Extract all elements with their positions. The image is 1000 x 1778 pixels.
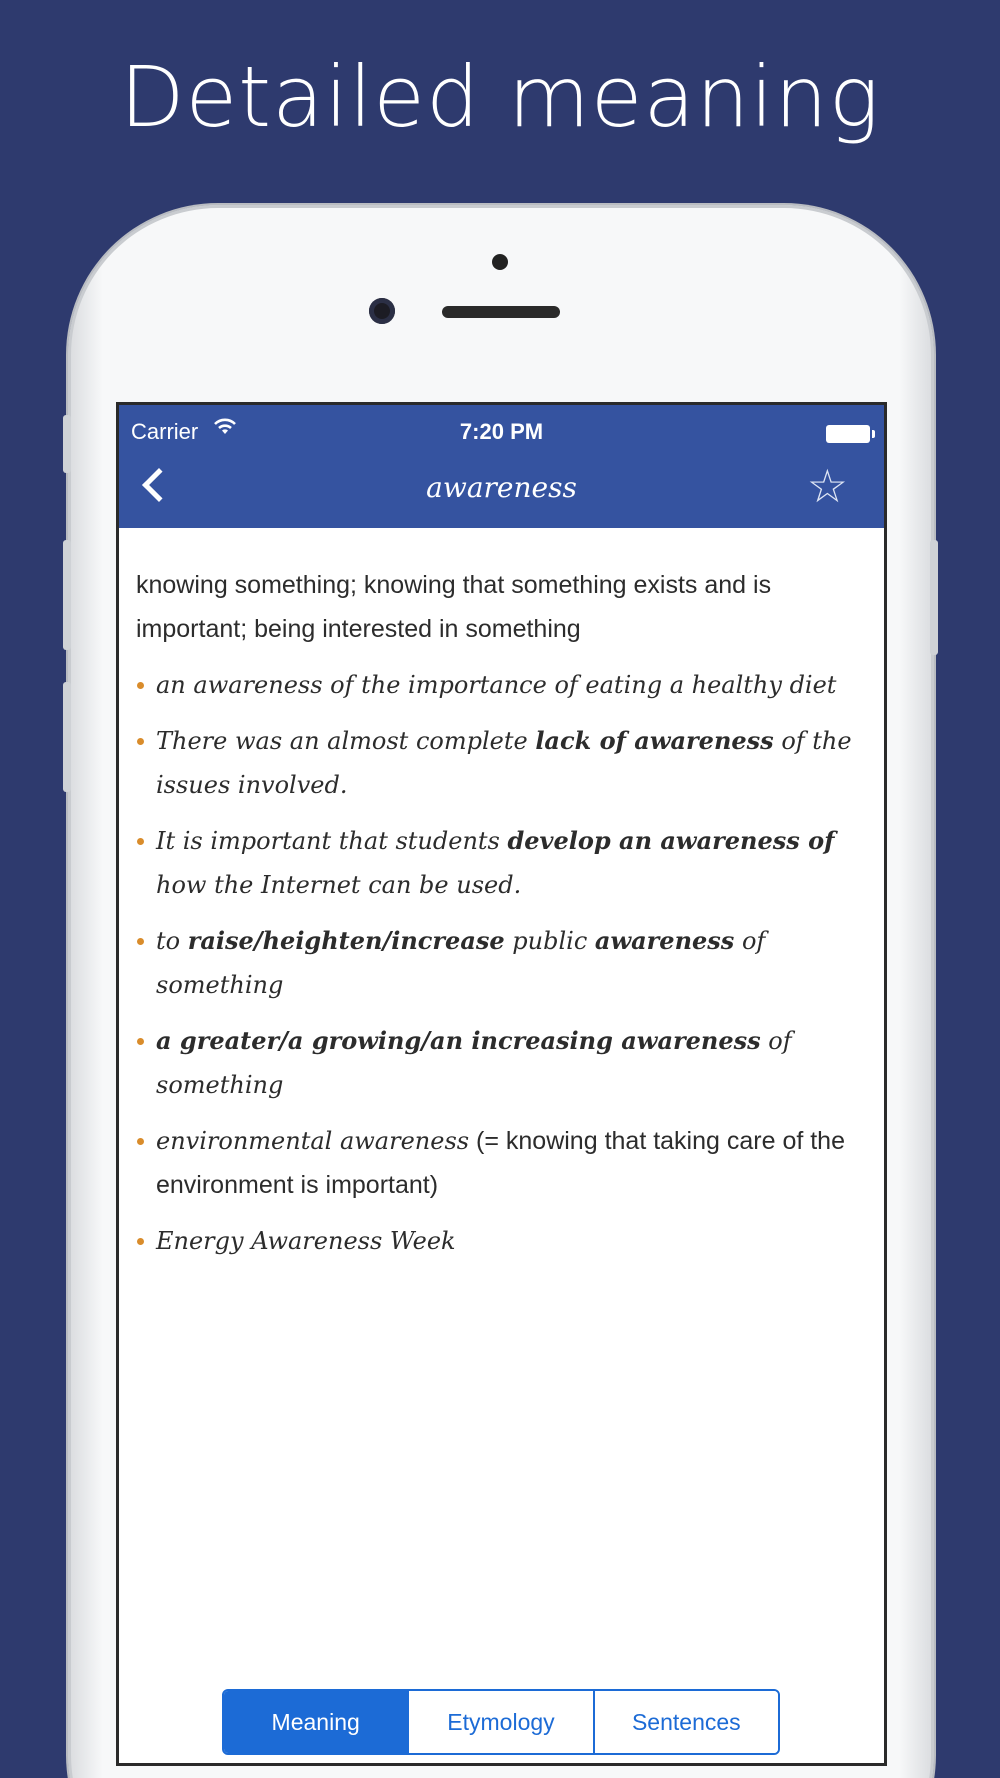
phone-volume-up [63,540,71,650]
navigation-bar [119,405,884,528]
phone-volume-down [63,682,71,792]
tab-etymology[interactable]: Etymology [407,1691,592,1753]
example-text: environmental awareness [156,1127,470,1155]
example-text: of something [156,1027,792,1099]
example-text: There was an almost complete [156,727,536,755]
example-text: (= knowing that taking care of the environment is important) [156,1127,845,1199]
example-text: develop an awareness of [507,826,835,855]
phone-side-button [63,415,71,473]
example-text: It is important that students [156,827,508,855]
carrier-label: Carrier [131,419,199,444]
example-text: of something [156,927,766,999]
phone-power-button [930,540,938,655]
example-list [136,663,866,1263]
example-item [136,663,866,707]
example-text: to [156,927,188,955]
headline: Detailed meaning [119,48,881,146]
example-text: awareness [594,926,735,955]
example-item [136,919,866,1007]
meaning-content [136,563,866,1275]
example-item [136,1019,866,1107]
example-text: public [504,927,595,955]
tab-sentences[interactable]: Sentences [593,1691,778,1753]
section-tabs [222,1689,780,1755]
example-text: Energy Awareness Week [156,1227,456,1255]
tab-meaning[interactable]: Meaning [224,1691,407,1753]
example-item [136,719,866,807]
example-item [136,1119,866,1207]
earpiece-speaker [442,306,560,318]
star-outline-icon[interactable]: ☆ [806,459,848,513]
example-text: how the Internet can be used. [156,871,522,899]
app-screen [116,402,887,1766]
example-text: a greater/a growing/an increasing awareness [156,1026,761,1055]
battery-icon [826,425,870,443]
word-title: awareness [426,471,577,504]
proximity-sensor [492,254,508,270]
example-text: raise/heighten/increase [187,926,505,955]
status-time: 7:20 PM [459,419,544,444]
example-text: lack of awareness [535,726,774,755]
status-bar [119,417,884,447]
example-item [136,1219,866,1263]
example-text: an awareness of the importance of eating a healthy diet [156,671,837,699]
front-camera [369,298,395,324]
example-item [136,819,866,907]
example-text: of the issues involved. [156,727,852,799]
definition-text: knowing something; knowing that something exists and is important; being interested in something [136,571,772,643]
